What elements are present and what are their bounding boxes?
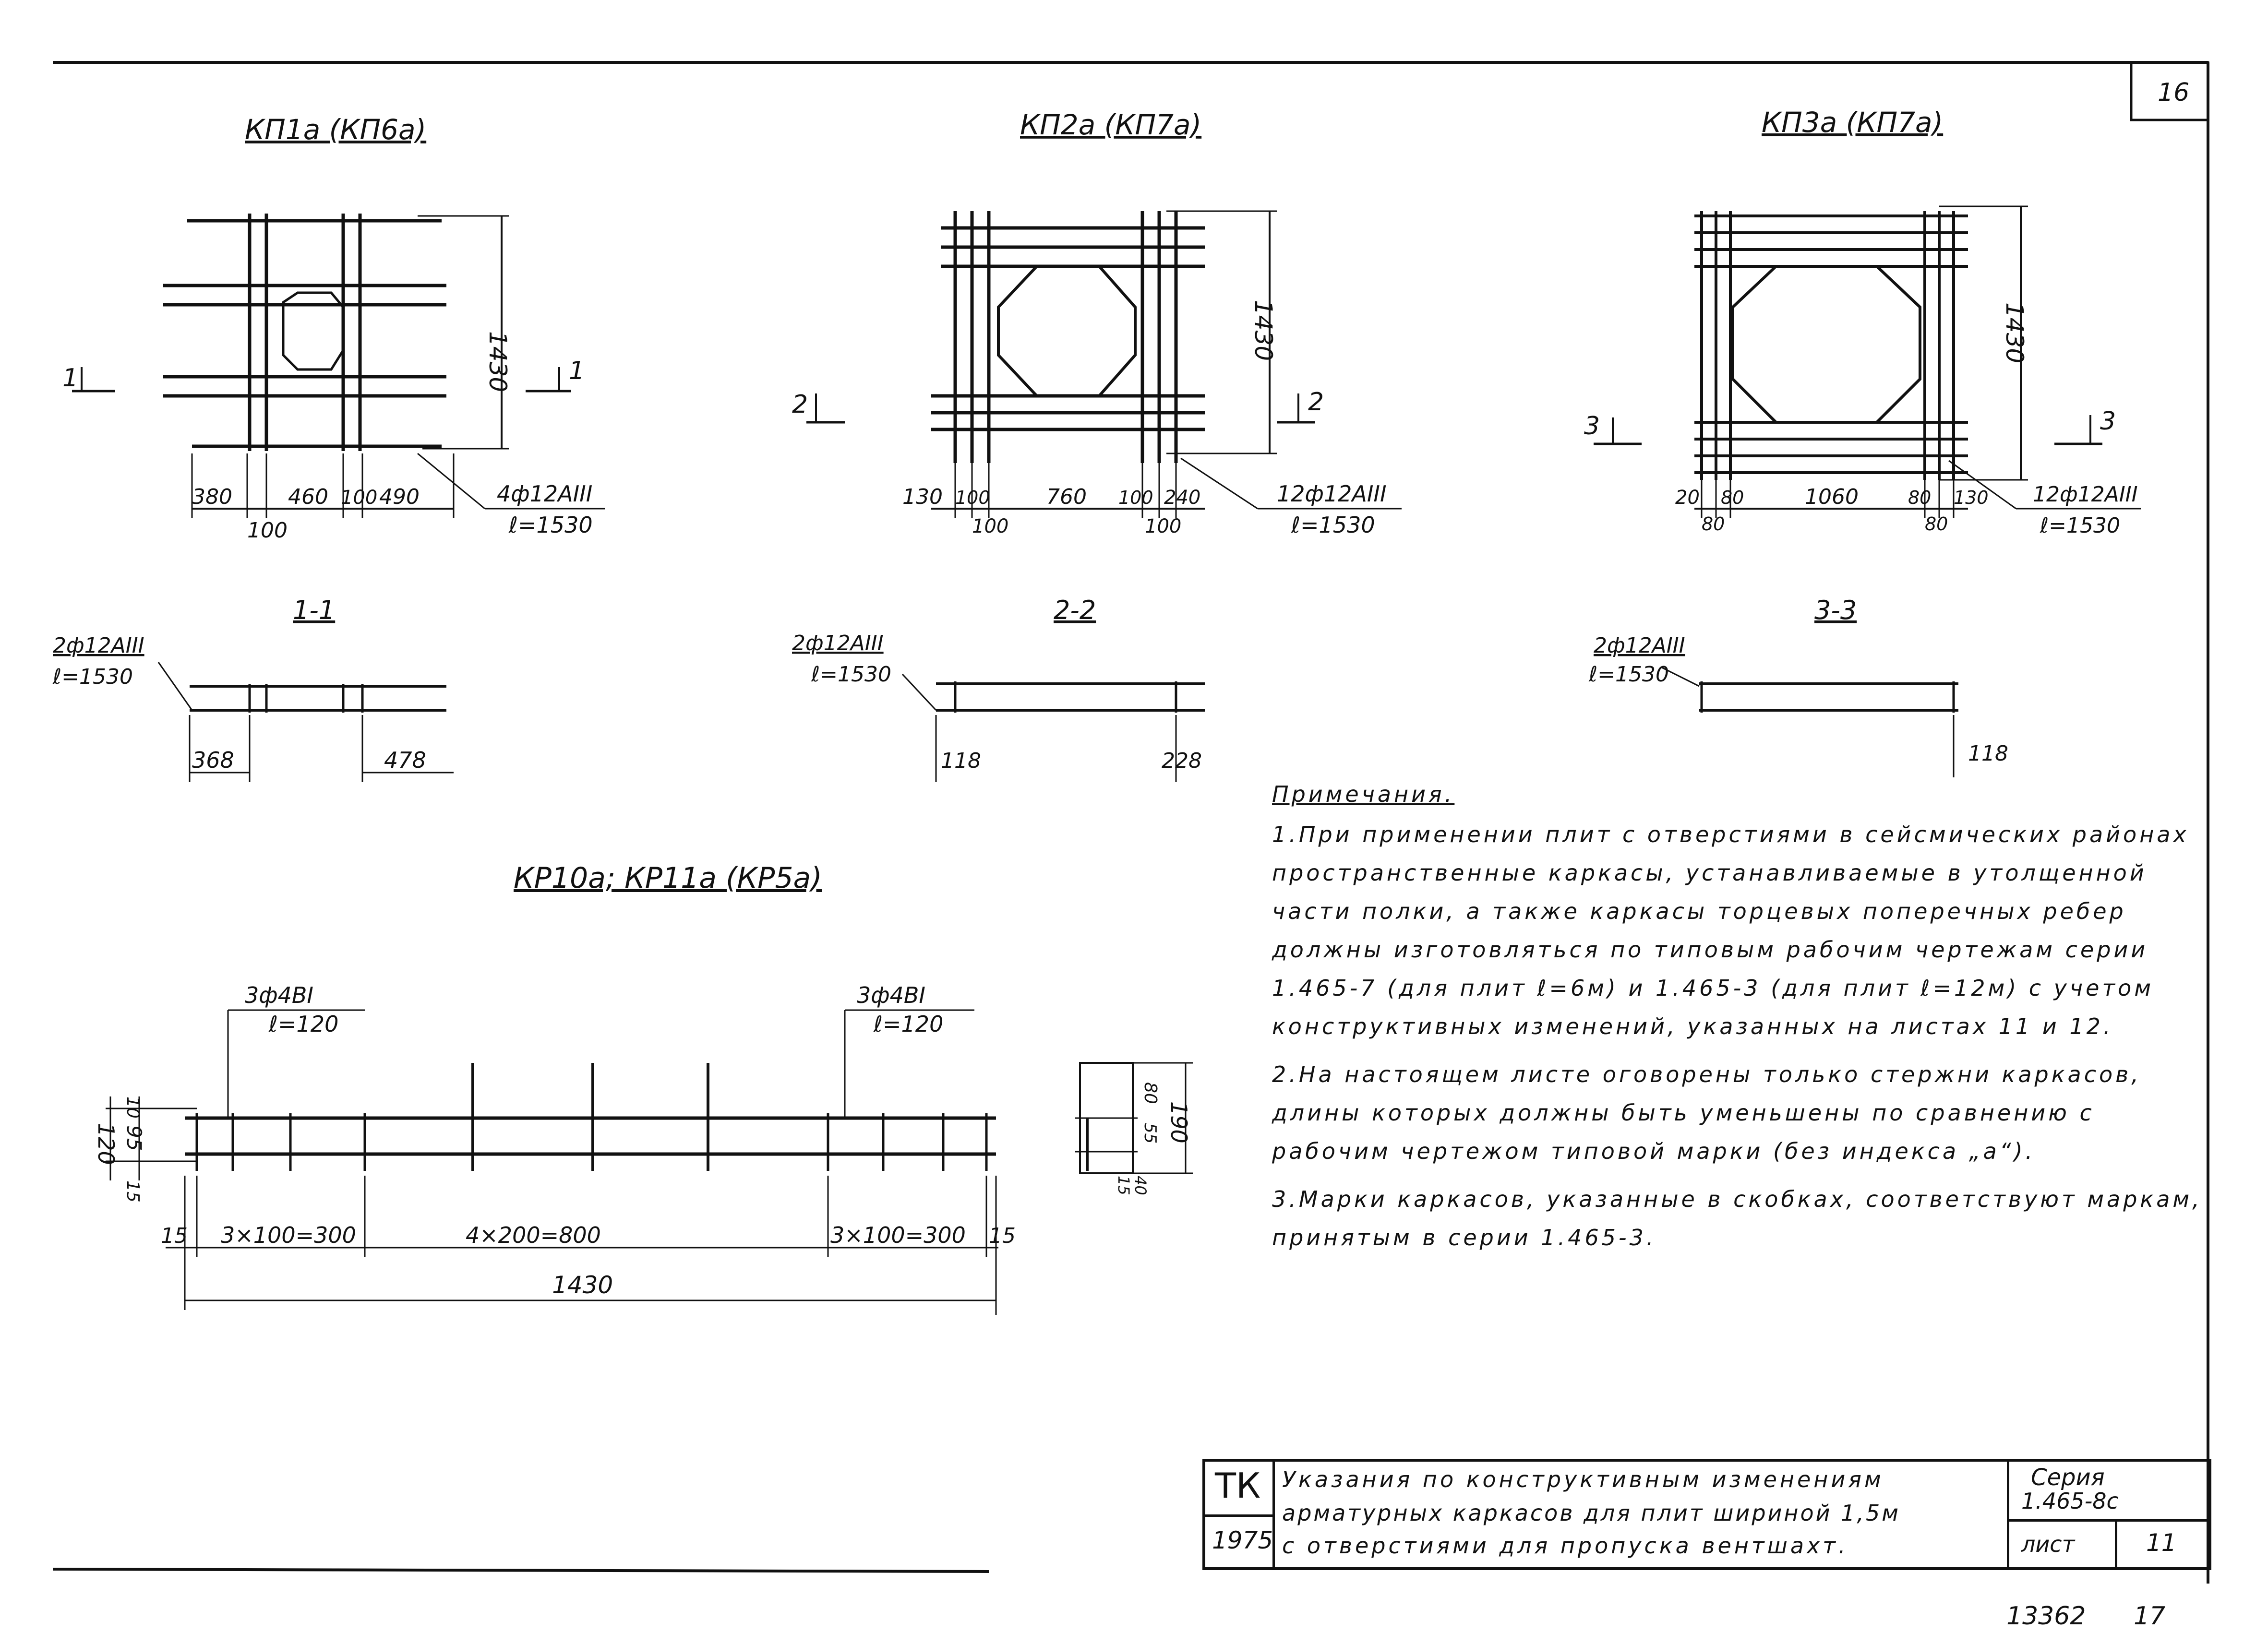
svg-text:12ф12АIII: 12ф12АIII [2033, 482, 2138, 507]
svg-text:ℓ=120: ℓ=120 [269, 1011, 339, 1037]
svg-text:10: 10 [123, 1096, 143, 1119]
frame-title: КР10а; КР11а (КР5а) [514, 861, 822, 895]
height-dim: 1430 [1249, 300, 1277, 361]
frame-kr10a [93, 861, 1193, 1315]
svg-text:2: 2 [1308, 388, 1324, 417]
sheet-footer-number: 17 [2134, 1602, 2166, 1631]
bottom-border-left [53, 1569, 989, 1572]
notes-block [1272, 775, 2213, 1266]
svg-text:3: 3 [2100, 407, 2116, 436]
section-2-2 [792, 595, 1205, 782]
title-line-2: арматурных каркасов для плит шириной 1,5м [1282, 1500, 1901, 1526]
svg-text:4×200=800: 4×200=800 [466, 1222, 601, 1248]
svg-text:80: 80 [1702, 513, 1725, 535]
svg-text:3×100=300: 3×100=300 [221, 1222, 356, 1248]
svg-text:100: 100 [972, 515, 1009, 537]
section-mark-left: 1 [62, 364, 79, 393]
svg-text:80: 80 [1140, 1082, 1160, 1104]
plan-title: КП2а (КП7а) [1020, 108, 1202, 141]
plan-kp3a [1584, 106, 2141, 538]
title-line-3: с отверстиями для пропуска вентшахт. [1282, 1533, 1848, 1559]
svg-text:20: 20 [1675, 487, 1700, 509]
svg-text:130: 130 [1954, 487, 1989, 508]
callout-rebar: 4ф12АIII [497, 481, 593, 507]
sheet-label: лист [2021, 1531, 2075, 1557]
title-block [1202, 1459, 2211, 1570]
series-label: Серия [2031, 1464, 2105, 1491]
sheet-value: 11 [2146, 1529, 2177, 1557]
org-code: ТК [1215, 1465, 1261, 1506]
svg-text:2: 2 [792, 390, 808, 419]
plan-kp1a [62, 113, 605, 543]
svg-text:100: 100 [341, 487, 378, 509]
series-value: 1.465-8с [2021, 1488, 2119, 1514]
svg-text:100: 100 [247, 518, 288, 543]
svg-text:80: 80 [1925, 513, 1948, 535]
section-title: 3-3 [1814, 595, 1857, 625]
section-mark-right: 1 [569, 357, 585, 385]
svg-text:460: 460 [288, 485, 328, 509]
svg-text:2ф12АIII: 2ф12АIII [792, 631, 884, 655]
svg-text:ℓ=120: ℓ=120 [874, 1011, 944, 1037]
plan-title: КП3а (КП7а) [1762, 106, 1944, 139]
callout-length: ℓ=1530 [509, 512, 593, 538]
section-3-3 [1588, 595, 2008, 777]
svg-text:2ф12АIII: 2ф12АIII [1594, 633, 1685, 658]
svg-text:3×100=300: 3×100=300 [830, 1222, 966, 1248]
svg-text:490: 490 [379, 485, 420, 509]
svg-text:15: 15 [1115, 1176, 1133, 1195]
svg-text:118: 118 [1968, 741, 2008, 766]
svg-text:95: 95 [122, 1125, 146, 1151]
year: 1975 [1212, 1526, 1273, 1554]
section-title: 2-2 [1054, 595, 1096, 625]
svg-text:3: 3 [1584, 412, 1600, 441]
svg-text:3ф4ВI: 3ф4ВI [857, 982, 925, 1008]
svg-text:40: 40 [1131, 1176, 1150, 1195]
svg-text:ℓ=1530: ℓ=1530 [2040, 513, 2121, 538]
svg-text:120: 120 [93, 1123, 119, 1165]
svg-text:100: 100 [955, 487, 990, 508]
section-title: 1-1 [293, 595, 336, 625]
svg-text:760: 760 [1046, 485, 1087, 509]
section-1-1 [52, 595, 454, 782]
svg-text:380: 380 [192, 485, 232, 509]
svg-text:80: 80 [1721, 487, 1744, 508]
page-number: 16 [2158, 78, 2190, 107]
notes-heading: Примечания. [1272, 781, 1455, 807]
note-item: 2.На настоящем листе оговорены только стержни каркасов, длины которых должны быть уменьшены по сравнению с рабочим чертежом типовой марки (без индекса „а“). [1272, 1061, 2141, 1164]
svg-text:1060: 1060 [1805, 485, 1859, 509]
note-item: 3.Марки каркасов, указанные в скобках, соответствуют маркам, принятым в серии 1.465-3. [1272, 1186, 2202, 1251]
svg-text:190: 190 [1166, 1101, 1192, 1144]
svg-text:130: 130 [902, 485, 943, 509]
svg-text:240: 240 [1164, 487, 1201, 509]
plan-title: КП1а (КП6а) [245, 113, 427, 146]
plan-kp2a [792, 108, 1402, 538]
svg-text:118: 118 [941, 749, 981, 773]
archive-number: 13362 [2006, 1602, 2086, 1631]
svg-text:228: 228 [1162, 749, 1202, 773]
svg-text:ℓ=1530: ℓ=1530 [811, 662, 892, 687]
svg-text:55: 55 [1140, 1123, 1160, 1144]
svg-text:478: 478 [384, 747, 426, 773]
svg-text:15: 15 [123, 1180, 143, 1203]
note-item: 1.При применении плит с отверстиями в сейсмических районах пространственные каркасы, устанавливаемые в утолщенной части полки, а также каркасы торцевых поперечных ребер должны изготовляться по типовым рабочим чертежам серии 1.465-7 (для плит ℓ=6м) и 1.465-3 (для плит ℓ=12м) с учетом конструктивных изменений, указанных на листах 11 и 12. [1272, 822, 2189, 1039]
svg-text:ℓ=1530: ℓ=1530 [53, 665, 133, 689]
total-length: 1430 [552, 1271, 613, 1299]
svg-text:15: 15 [161, 1224, 188, 1248]
svg-text:15: 15 [989, 1224, 1016, 1248]
svg-text:100: 100 [1145, 515, 1182, 537]
svg-text:ℓ=1530: ℓ=1530 [1291, 512, 1375, 538]
height-dim: 1430 [484, 331, 512, 393]
svg-text:368: 368 [192, 747, 234, 773]
height-dim: 1430 [2001, 302, 2028, 364]
svg-text:80: 80 [1908, 487, 1932, 508]
title-line-1: Указания по конструктивным изменениям [1282, 1466, 1884, 1492]
svg-text:12ф12АIII: 12ф12АIII [1277, 481, 1387, 507]
svg-text:2ф12АIII: 2ф12АIII [53, 633, 144, 658]
svg-text:ℓ=1530: ℓ=1530 [1589, 662, 1669, 687]
svg-text:100: 100 [1118, 487, 1153, 508]
svg-text:3ф4ВI: 3ф4ВI [245, 982, 313, 1008]
